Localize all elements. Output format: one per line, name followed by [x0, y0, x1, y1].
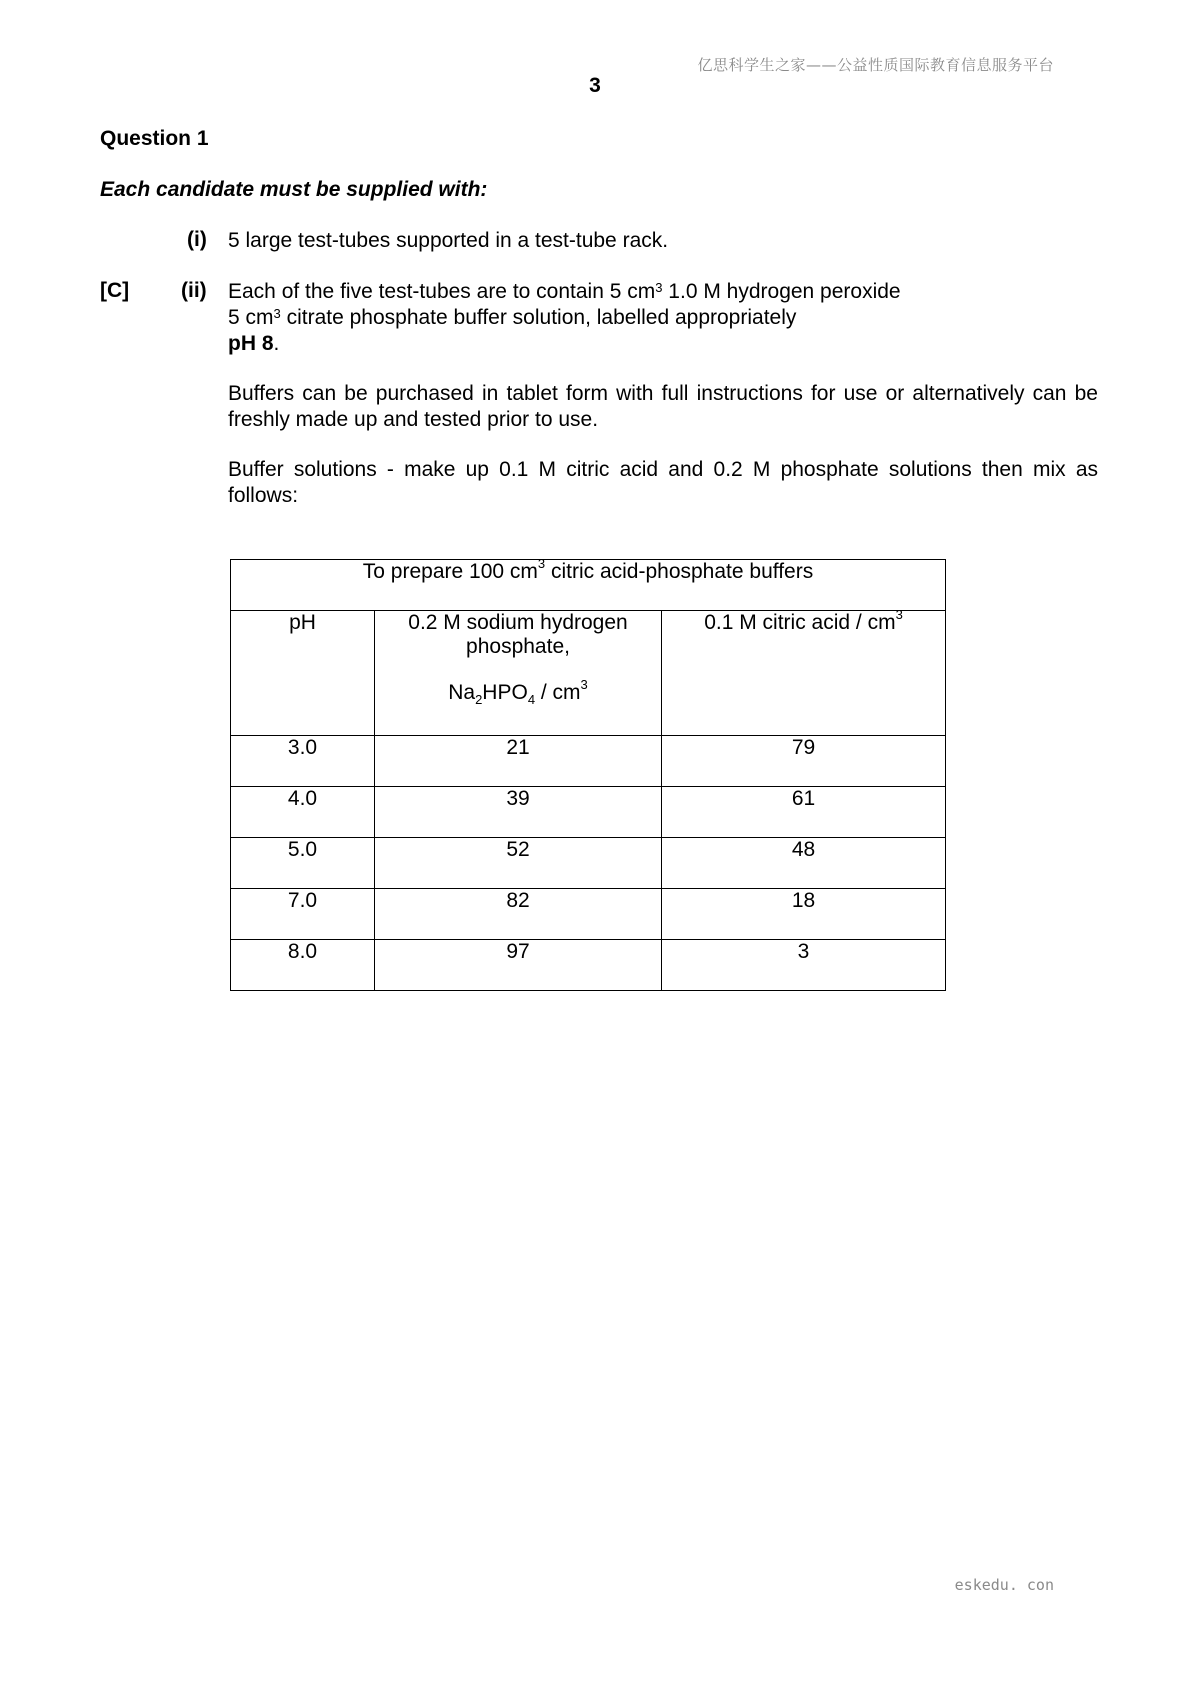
item-i-label: (i)	[187, 228, 207, 251]
buffer-solutions-paragraph: Buffer solutions - make up 0.1 M citric acid and 0.2 M phosphate solutions then mix as follows:	[228, 458, 1098, 507]
watermark-bottom: eskedu. con	[954, 1576, 1054, 1594]
table-row	[231, 889, 946, 940]
table-row	[231, 787, 946, 838]
buffer-purchase-paragraph: Buffers can be purchased in tablet form with full instructions for use or alternatively can be freshly made up and tested prior to use.	[228, 382, 1098, 431]
buffer-table	[230, 556, 946, 991]
cell-citric: 48	[662, 838, 946, 889]
question-title: Question 1	[100, 127, 209, 150]
table-title: To prepare 100 $cm^3$ citric acid-phosphate buffers	[231, 560, 946, 611]
cell-phosphate: 39	[375, 787, 662, 838]
page-number: 3	[589, 74, 601, 97]
item-ii-label: (ii)	[181, 279, 207, 302]
supplied-heading: Each candidate must be supplied with:	[100, 178, 488, 201]
cell-citric: 61	[662, 787, 946, 838]
cell-citric: 3	[662, 940, 946, 991]
cell-ph: 8.0	[231, 940, 375, 991]
item-ii-line2: 5 $cm^3$ citrate phosphate buffer solution, labelled appropriately	[228, 306, 797, 329]
cell-citric: 79	[662, 736, 946, 787]
cell-phosphate: 21	[375, 736, 662, 787]
item-ii-line1: Each of the five test-tubes are to contain 5 $cm^3$ 1.0 M hydrogen peroxide	[228, 280, 901, 303]
item-ii-tag: [C]	[100, 279, 130, 302]
col-header-ph: pH	[231, 611, 375, 736]
item-i-text: 5 large test-tubes supported in a test-tube rack.	[228, 229, 669, 252]
table-row	[231, 736, 946, 787]
cell-ph: 5.0	[231, 838, 375, 889]
cell-phosphate: 52	[375, 838, 662, 889]
table-row	[231, 940, 946, 991]
cell-ph: 7.0	[231, 889, 375, 940]
item-ii-text	[228, 279, 1098, 357]
cell-citric: 18	[662, 889, 946, 940]
table-row	[231, 838, 946, 889]
cell-phosphate: 97	[375, 940, 662, 991]
cell-ph: 4.0	[231, 787, 375, 838]
col-header-phosphate: 0.2 M sodium hydrogen phosphate, $Na_2HPO_4 / cm^3$	[375, 611, 662, 736]
item-ii-line3: pH 8.	[228, 332, 280, 355]
col-header-citric: 0.1 M citric acid / $cm^3$	[662, 611, 946, 736]
cell-ph: 3.0	[231, 736, 375, 787]
watermark-top: 亿思科学生之家——公益性质国际教育信息服务平台	[697, 56, 1054, 74]
cell-phosphate: 82	[375, 889, 662, 940]
